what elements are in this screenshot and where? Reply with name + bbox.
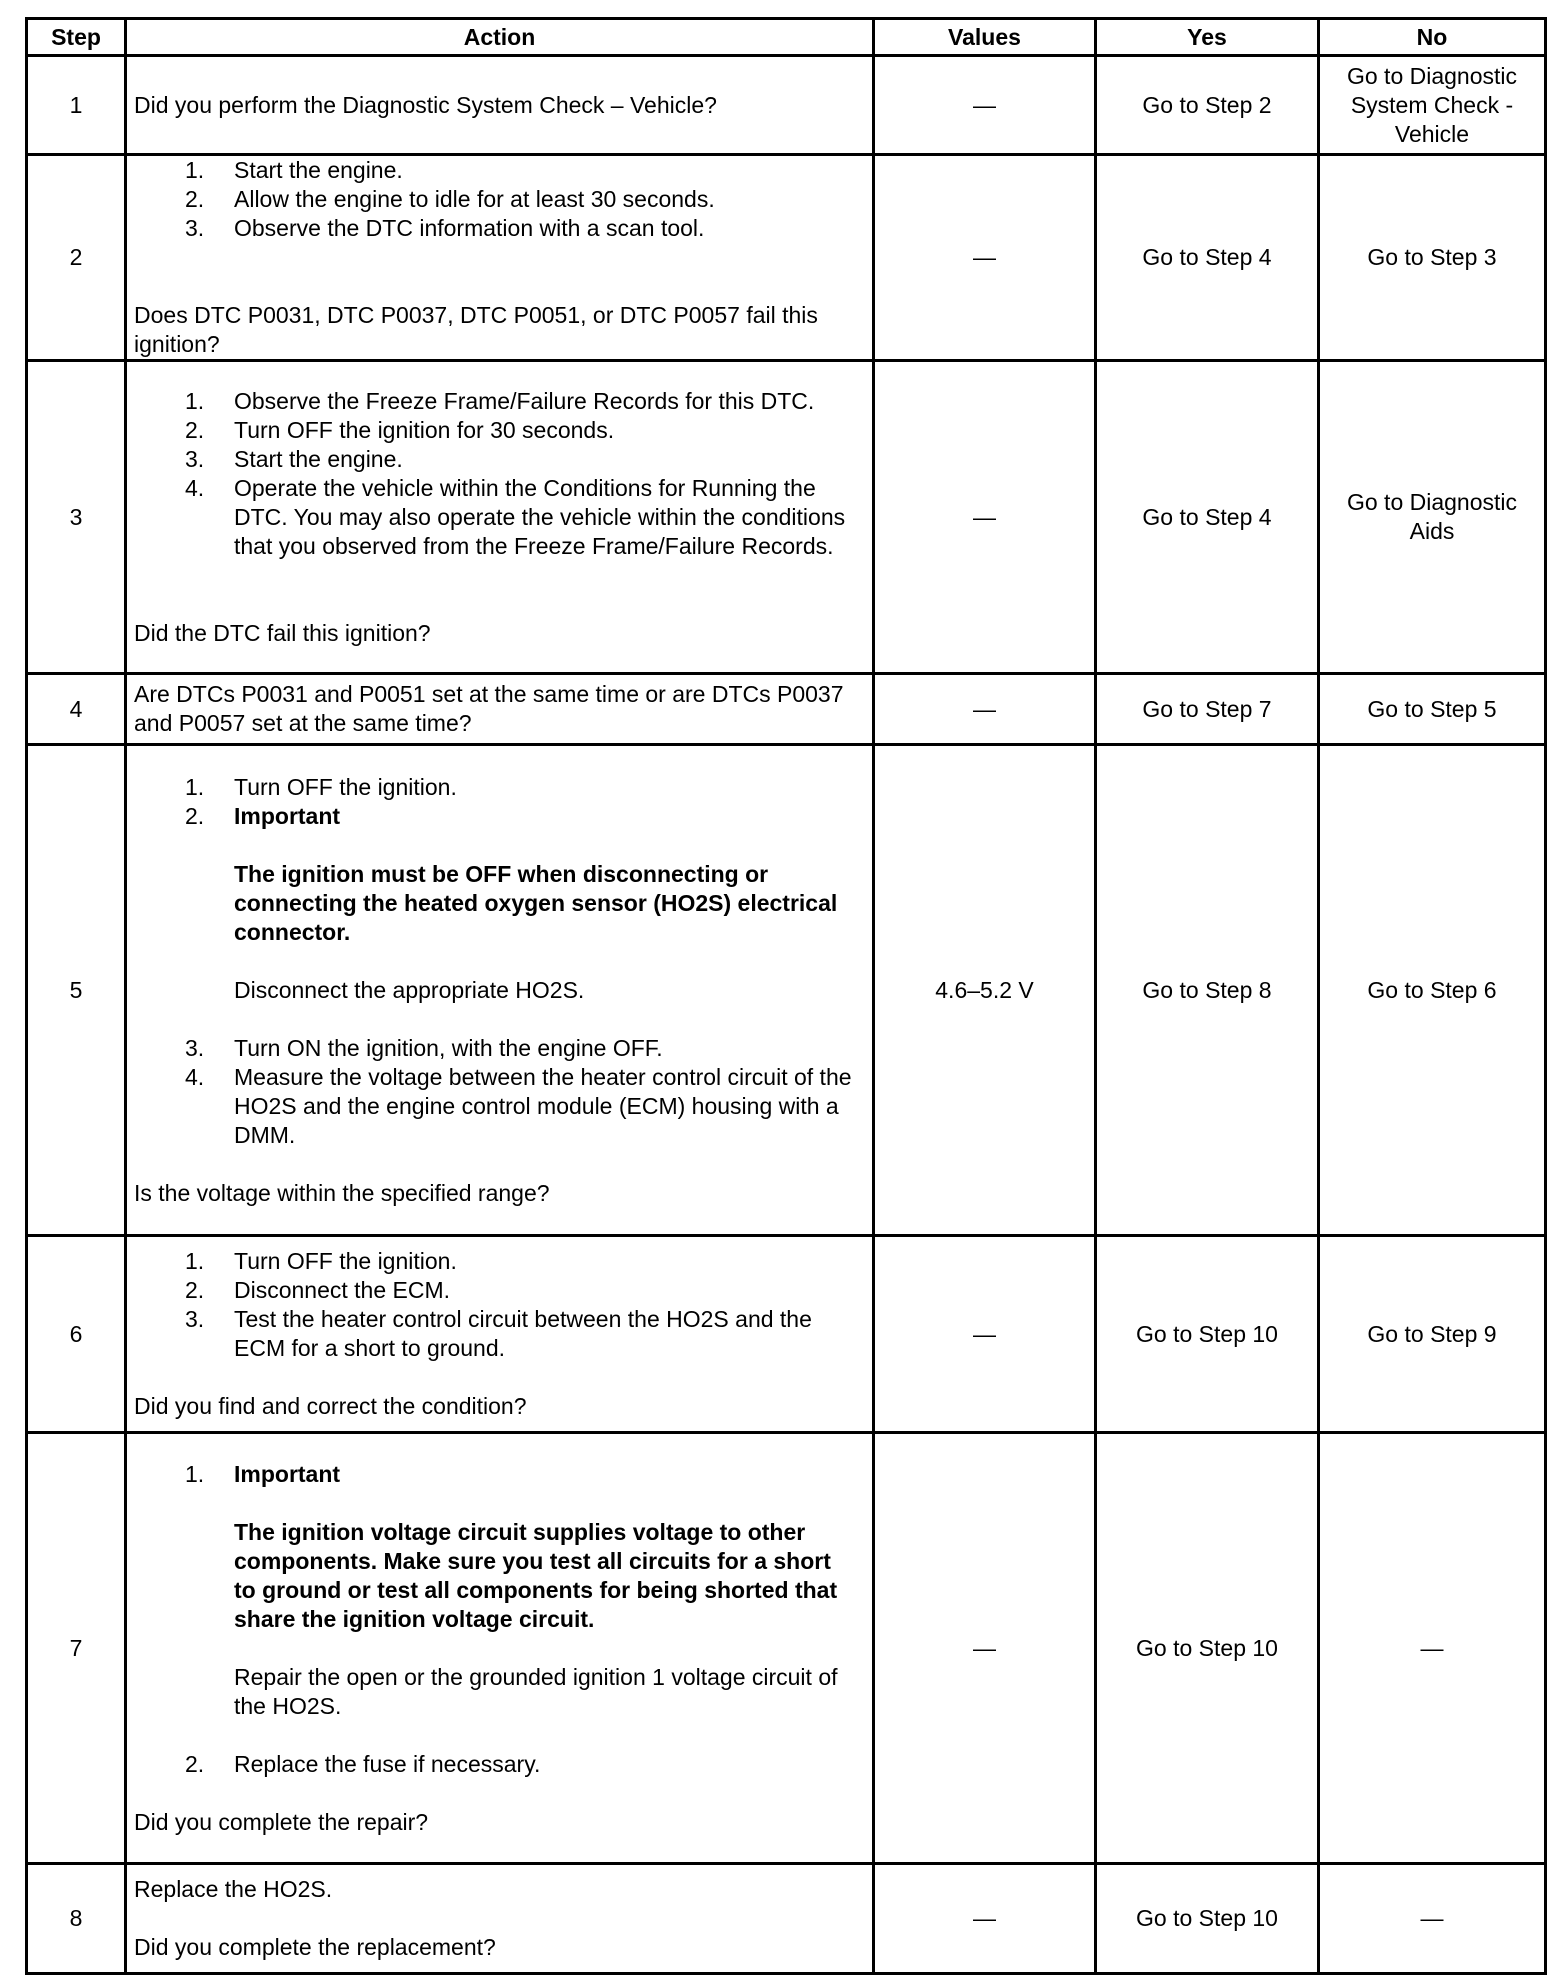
values-cell: — [874,1864,1096,1974]
important-note: The ignition voltage circuit supplies voltage to other components. Make sure you test all circuits for a short to ground or test all components for being shorted that share the ignition voltage circuit. [234,1518,838,1632]
action-question: Is the voltage within the specified range? [134,1179,550,1206]
yes-cell: Go to Step 4 [1096,155,1319,361]
action-question: Did you find and correct the condition? [134,1393,527,1419]
list-item [134,416,865,445]
list-item [134,1750,865,1779]
action-question: Did you complete the replacement? [134,1934,496,1960]
action-text: Did you perform the Diagnostic System Check – Vehicle? [126,56,874,155]
header-values: Values [874,19,1096,56]
no-cell: Go to Step 5 [1319,674,1546,745]
list-item [134,1063,865,1150]
item-text: Replace the fuse if necessary. [234,1750,541,1777]
item-number: 1. [185,773,205,800]
item-text: Observe the Freeze Frame/Failure Records for this DTC. [234,387,815,414]
list-item [134,156,865,185]
list-item [134,214,865,243]
item-text: Disconnect the appropriate HO2S. [234,976,585,1003]
item-number: 1. [185,157,205,183]
table-row [27,1864,1546,1974]
item-text: Start the engine. [234,157,403,183]
list-item [134,1034,865,1063]
item-text: Turn OFF the ignition. [234,1248,457,1274]
item-text: Disconnect the ECM. [234,1277,451,1303]
step-number: 3 [27,361,126,674]
header-yes: Yes [1096,19,1319,56]
yes-cell: Go to Step 4 [1096,361,1319,674]
yes-cell: Go to Step 10 [1096,1864,1319,1974]
item-number: 3. [185,1306,205,1332]
action-cell [126,1433,874,1864]
yes-cell: Go to Step 10 [1096,1236,1319,1433]
values-cell: — [874,1433,1096,1864]
item-number: 2. [185,416,205,443]
yes-cell: Go to Step 2 [1096,56,1319,155]
values-cell: — [874,1236,1096,1433]
item-text: Turn OFF the ignition for 30 seconds. [234,416,615,443]
table-row [27,155,1546,361]
action-cell [126,155,874,361]
list-item [134,1460,865,1750]
table-row [27,745,1546,1236]
no-cell: — [1319,1433,1546,1864]
item-number: 1. [185,1248,205,1274]
action-text: Replace the HO2S. [134,1876,333,1902]
table-row [27,1433,1546,1864]
table-row [27,56,1546,155]
item-text: Allow the engine to idle for at least 30 seconds. [234,186,715,212]
step-number: 1 [27,56,126,155]
action-cell [126,745,874,1236]
no-cell: Go to Diagnostic System Check - Vehicle [1319,56,1546,155]
step-number: 2 [27,155,126,361]
item-number: 3. [185,445,205,472]
no-cell: — [1319,1864,1546,1974]
action-question: Did the DTC fail this ignition? [134,619,431,646]
item-number: 1. [185,387,205,414]
important-label: Important [234,1460,341,1487]
values-cell: — [874,56,1096,155]
values-cell: 4.6–5.2 V [874,745,1096,1236]
item-text: Test the heater control circuit between the HO2S and the ECM for a short to ground. [234,1306,812,1361]
item-text: Observe the DTC information with a scan tool. [234,215,705,241]
list-item [134,387,865,416]
item-text: Measure the voltage between the heater control circuit of the HO2S and the engine control module (ECM) housing with a DMM. [234,1063,852,1148]
header-row [27,19,1546,56]
yes-cell: Go to Step 8 [1096,745,1319,1236]
action-cell [126,1236,874,1433]
item-number: 4. [185,474,205,501]
action-list [134,1247,865,1363]
header-action: Action [126,19,874,56]
item-number: 2. [185,802,205,829]
list-item [134,1276,865,1305]
step-number: 5 [27,745,126,1236]
no-cell: Go to Diagnostic Aids [1319,361,1546,674]
action-cell [126,361,874,674]
table-row [27,361,1546,674]
item-number: 2. [185,1277,205,1303]
step-number: 7 [27,1433,126,1864]
values-cell: — [874,674,1096,745]
values-cell: — [874,155,1096,361]
item-number: 3. [185,1034,205,1061]
yes-cell: Go to Step 10 [1096,1433,1319,1864]
list-item [134,474,865,561]
step-number: 4 [27,674,126,745]
list-item [134,185,865,214]
list-item [134,773,865,802]
list-item [134,445,865,474]
list-item [134,802,865,1034]
item-number: 4. [185,1063,205,1090]
list-item [134,1305,865,1363]
step-number: 8 [27,1864,126,1974]
list-item [134,1247,865,1276]
diagnostic-table [25,17,1547,1975]
item-number: 2. [185,186,205,212]
item-text: Turn ON the ignition, with the engine OFF. [234,1034,663,1061]
header-no: No [1319,19,1546,56]
no-cell: Go to Step 3 [1319,155,1546,361]
item-number: 1. [185,1460,205,1487]
action-cell [126,1864,874,1974]
important-label: Important [234,802,341,829]
action-question: Does DTC P0031, DTC P0037, DTC P0051, or DTC P0057 fail this ignition? [134,302,818,357]
item-number: 3. [185,215,205,241]
action-question: Did you complete the repair? [134,1808,429,1835]
yes-cell: Go to Step 7 [1096,674,1319,745]
table-row [27,1236,1546,1433]
action-text: Are DTCs P0031 and P0051 set at the same time or are DTCs P0037 and P0057 set at the same time? [126,674,874,745]
action-list [134,156,865,243]
item-text: Repair the open or the grounded ignition 1 voltage circuit of the HO2S. [234,1663,838,1719]
no-cell: Go to Step 6 [1319,745,1546,1236]
action-list [134,387,865,561]
item-text: Turn OFF the ignition. [234,773,457,800]
no-cell: Go to Step 9 [1319,1236,1546,1433]
step-number: 6 [27,1236,126,1433]
header-step: Step [27,19,126,56]
values-cell: — [874,361,1096,674]
item-number: 2. [185,1750,205,1777]
item-text: Start the engine. [234,445,403,472]
important-note: The ignition must be OFF when disconnecting or connecting the heated oxygen sensor (HO2S) electrical connector. [234,860,838,945]
item-text: Operate the vehicle within the Conditions for Running the DTC. You may also operate the vehicle within the conditions that you observed from the Freeze Frame/Failure Records. [234,474,846,559]
table-row [27,674,1546,745]
